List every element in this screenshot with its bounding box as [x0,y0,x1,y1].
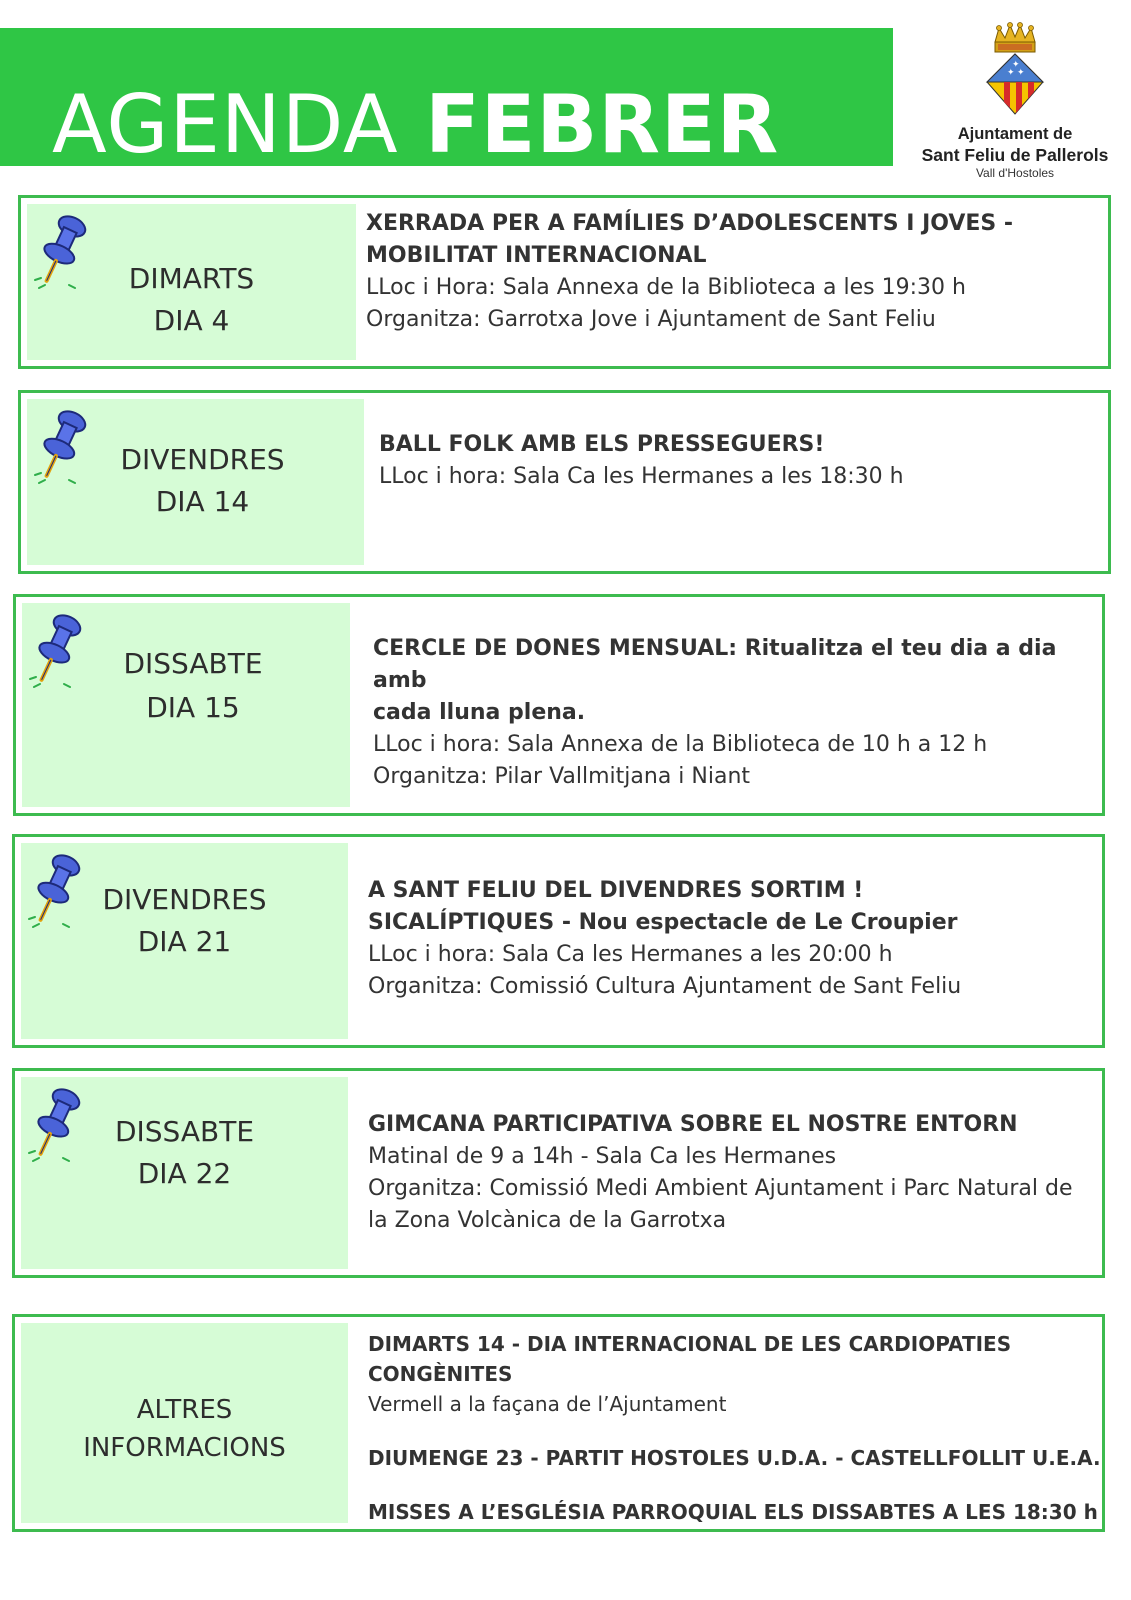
event-organizer: Organitza: Garrotxa Jove i Ajuntament de Sant Feliu [366,307,936,332]
event-organizer: la Zona Volcànica de la Garrotxa [368,1208,727,1233]
event-day-number: DIA 21 [137,925,232,958]
event-details [368,875,961,1003]
event-card [12,834,1105,1048]
event-title: MOBILITAT INTERNACIONAL [366,243,707,268]
event-organizer: Organitza: Pilar Vallmitjana i Niant [373,764,751,789]
svg-text:✦: ✦ [1017,68,1025,78]
event-card [12,1068,1105,1278]
event-day-name: DIVENDRES [120,443,285,476]
event-day-number: DIA 14 [155,485,250,518]
event-card [18,195,1111,369]
logo-text-line1: Ajuntament de [957,125,1073,143]
event-day-number: DIA 22 [137,1157,232,1190]
page-title [52,56,779,194]
event-day-name: DISSABTE [114,1115,255,1148]
info-item-title: DIUMENGE 23 - PARTIT HOSTOLES U.D.A. - CASTELLFOLLIT U.E.A. [368,1446,1101,1470]
event-day-name: DIMARTS [128,262,255,295]
event-title: CERCLE DE DONES MENSUAL: Ritualitza el teu dia a dia amb [373,636,1057,693]
info-item-title: MISSES A L’ESGLÉSIA PARROQUIAL ELS DISSABTES A LES 18:30 h [368,1500,1098,1524]
event-date-panel [21,843,348,1039]
event-date-panel [21,1077,348,1269]
other-info-label: INFORMACIONS [83,1433,286,1463]
event-details [366,208,1013,336]
event-day-number: DIA 15 [146,691,240,724]
svg-text:✦: ✦ [1012,60,1020,70]
coat-of-arms-icon [985,22,1045,118]
event-place: LLoc i Hora: Sala Annexa de la Biblioteca a les 19:30 h [366,275,966,300]
info-item-title: DIMARTS 14 - DIA INTERNACIONAL DE LES CARDIOPATIES CONGÈNITES [368,1332,1012,1386]
event-place: LLoc i hora: Sala Ca les Hermanes a les 18:30 h [379,464,904,489]
event-title: XERRADA PER A FAMÍLIES D’ADOLESCENTS I JOVES - [366,211,1014,236]
event-day-name: DISSABTE [123,647,263,680]
event-organizer: Organitza: Comissió Medi Ambient Ajuntament i Parc Natural de [368,1176,1073,1201]
event-place: LLoc i hora: Sala Annexa de la Biblioteca de 10 h a 12 h [373,732,988,757]
event-day-name: DIVENDRES [102,883,267,916]
event-title: A SANT FELIU DEL DIVENDRES SORTIM ! [368,878,864,903]
event-title: cada lluna plena. [373,700,586,725]
event-title: SICALÍPTIQUES - Nou espectacle de Le Croupier [368,910,958,935]
title-agenda: AGENDA [52,78,399,171]
other-info-card [12,1314,1105,1532]
event-title: GIMCANA PARTICIPATIVA SOBRE EL NOSTRE ENTORN [368,1112,1018,1137]
event-place: Matinal de 9 a 14h - Sala Ca les Hermanes [368,1144,837,1169]
event-date-panel [27,204,356,360]
other-info-details [368,1329,1102,1527]
info-item-detail: Vermell a la façana de l’Ajuntament [368,1392,727,1416]
header-banner [0,28,893,171]
event-date-panel [22,603,350,807]
event-organizer: Organitza: Comissió Cultura Ajuntament de Sant Feliu [368,974,962,999]
event-place: LLoc i hora: Sala Ca les Hermanes a les 20:00 h [368,942,893,967]
event-details [368,1109,1072,1237]
event-card [13,594,1105,816]
municipality-logo [905,22,1125,182]
logo-text-line3: Vall d'Hostoles [975,166,1055,180]
event-card [18,390,1111,574]
svg-text:✦: ✦ [1007,68,1015,78]
event-date-panel [27,399,364,565]
title-month: FEBRER [425,78,780,171]
other-info-label: ALTRES [136,1395,233,1425]
logo-text-line2: Sant Feliu de Pallerols [921,145,1109,165]
event-day-number: DIA 4 [153,304,230,337]
other-info-label-panel [21,1323,348,1523]
event-details [379,429,904,493]
event-title: BALL FOLK AMB ELS PRESSEGUERS! [379,432,825,457]
event-details [373,633,1102,793]
